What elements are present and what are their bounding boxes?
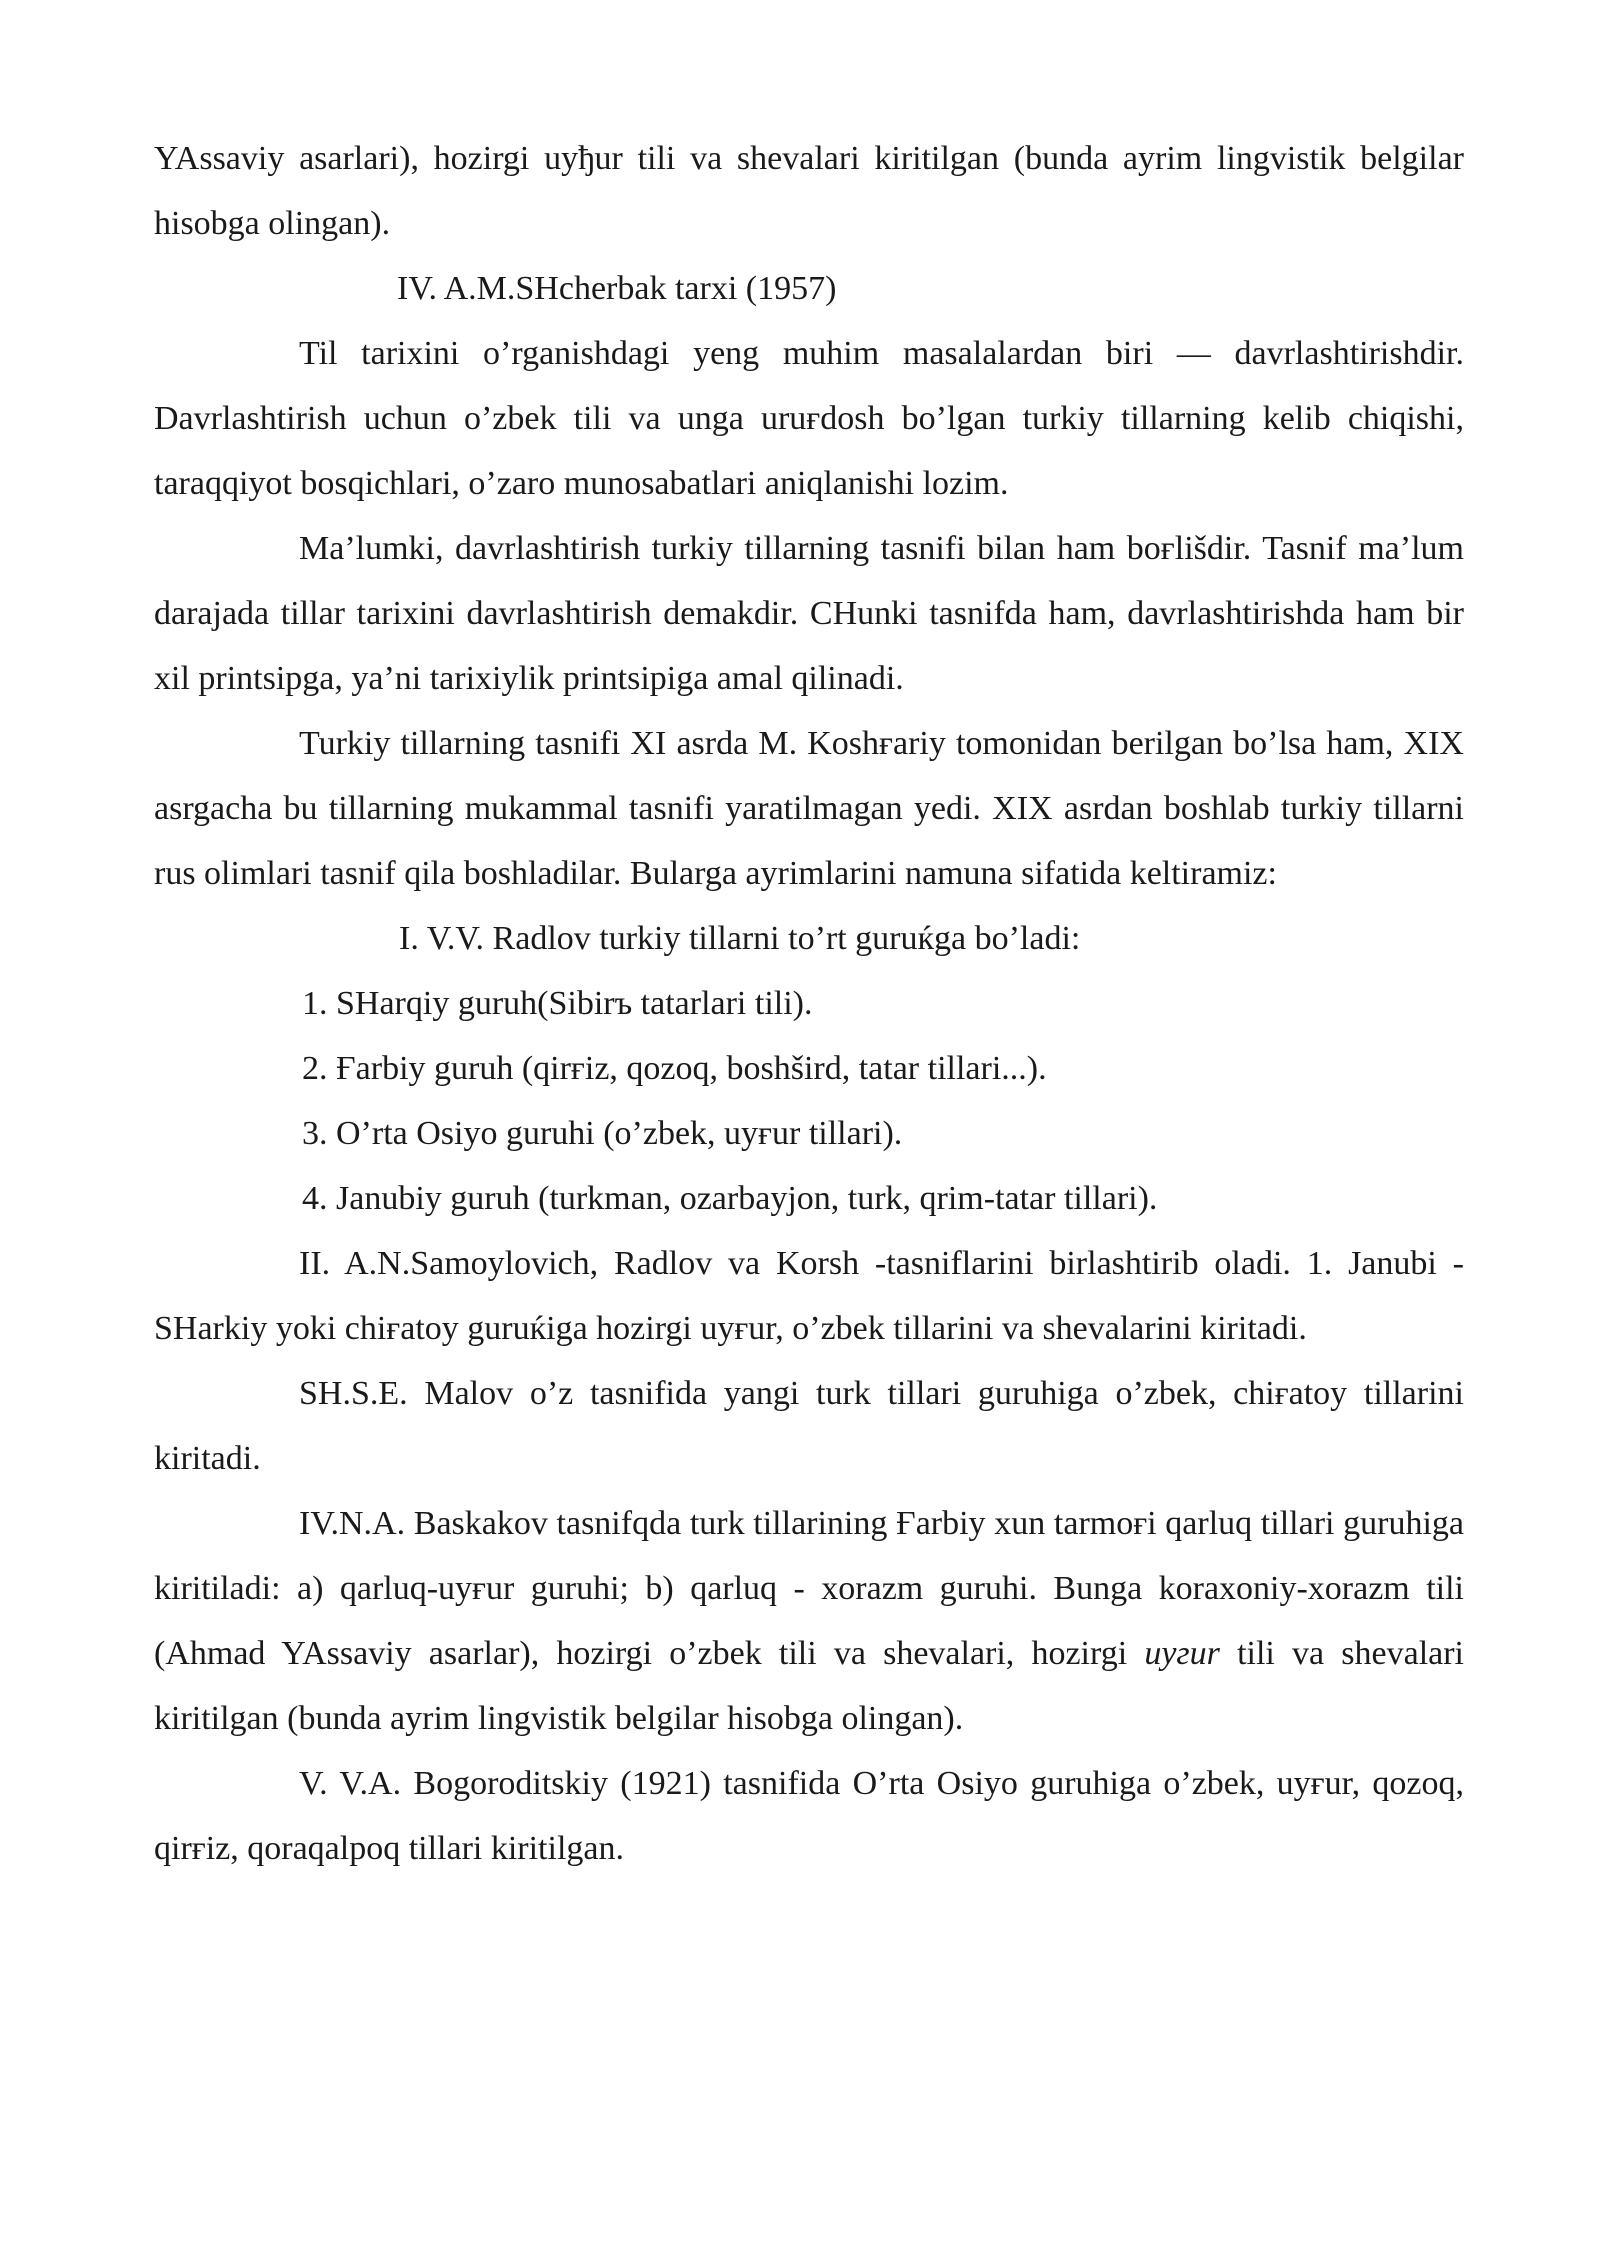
list-item-central-asia: 3. O’rta Osiyo guruhi (o’zbek, uyғur tillari).	[302, 1115, 903, 1152]
baskakov-text-part1: IV.N.A. Baskakov tasnifqda turk tillarining Ғarbiy xun tarmoғi qarluq tillari guruhiga kiritiladi: a) qarluq-uyғur guruhi; b) qarluq - xorazm guruhi. Bunga koraxoniy-xorazm tili (Ahmad YAssaviy asarlar), hozirgi o’zbek tili va shevalari, hozirgi	[154, 1505, 1464, 1672]
paragraph-continuation: YAssaviy asarlari), hozirgi uyђur tili va shevalari kiritilgan (bunda ayrim lingvistik belgilar hisobga olingan).	[154, 140, 1464, 242]
paragraph-classification-link: Ma’lumki, davrlashtirish turkiy tillarning tasnifi bilan ham boғlišdir. Tasnif ma’lum darajada tillar tarixini davrlashtirish demakdir. CHunki tasnifda ham, davrlashtirishda ham bir xil printsipga, ya’ni tarixiylik printsipiga amal qilinadi.	[154, 530, 1464, 697]
baskakov-italic-term: uyгur	[1144, 1635, 1220, 1672]
paragraph-malov: SH.S.E. Malov o’z tasnifida yangi turk tillari guruhiga o’zbek, chiғatoy tillarini kiritadi.	[154, 1375, 1464, 1477]
paragraph-classification-history: Turkiy tillarning tasnifi XI asrda M. Koshғariy tomonidan berilgan bo’lsa ham, XIX asrgacha bu tillarning mukammal tasnifi yaratilmagan yedi. XIX asrdan boshlab turkiy tillarni rus olimlari tasnif qila boshladilar. Bularga ayrimlarini namuna sifatida keltiramiz:	[154, 725, 1464, 892]
paragraph-samoylovich: II. A.N.Samoylovich, Radlov va Korsh -tasniflarini birlashtirib oladi. 1. Janubi - SHarkiy yoki chiғatoy guruќiga hozirgi uyғur, o’zbek tillarini va shevalarini kiritadi.	[154, 1245, 1464, 1347]
list-item-eastern: 1. SHarqiy guruh(Sibirъ tatarlari tili).	[302, 985, 813, 1022]
paragraph-baskakov	[154, 1491, 1464, 1751]
paragraph-periodization-intro: Til tarixini o’rganishdagi yeng muhim masalalardan biri — davrlashtirishdir. Davrlashtirish uchun o’zbek tili va unga uruғdosh bo’lgan turkiy tillarning kelib chiqishi, taraqqiyot bosqichlari, o’zaro munosabatlari aniqlanishi lozim.	[154, 335, 1464, 502]
list-item-southern: 4. Janubiy guruh (turkman, ozarbayjon, turk, qrim-tatar tillari).	[302, 1180, 1158, 1217]
document-page	[154, 126, 1464, 1881]
paragraph-bogoroditskiy: V. V.A. Bogoroditskiy (1921) tasnifida O’rta Osiyo guruhiga o’zbek, uyғur, qozoq, qirғiz, qoraqalpoq tillari kiritilgan.	[154, 1765, 1464, 1867]
section-heading-shcherbak: IV. A.M.SHcherbak tarxi (1957)	[397, 270, 837, 307]
section-heading-radlov: I. V.V. Radlov turkiy tillarni to’rt guruќga bo’ladi:	[399, 920, 1081, 957]
list-item-western: 2. Ғarbiy guruh (qirғiz, qozoq, boshšird, tatar tillari...).	[302, 1050, 1047, 1087]
baskakov-text-part2: tili va shevalari kiritilgan (bunda ayrim lingvistik belgilar hisobga olingan).	[154, 1635, 1464, 1737]
